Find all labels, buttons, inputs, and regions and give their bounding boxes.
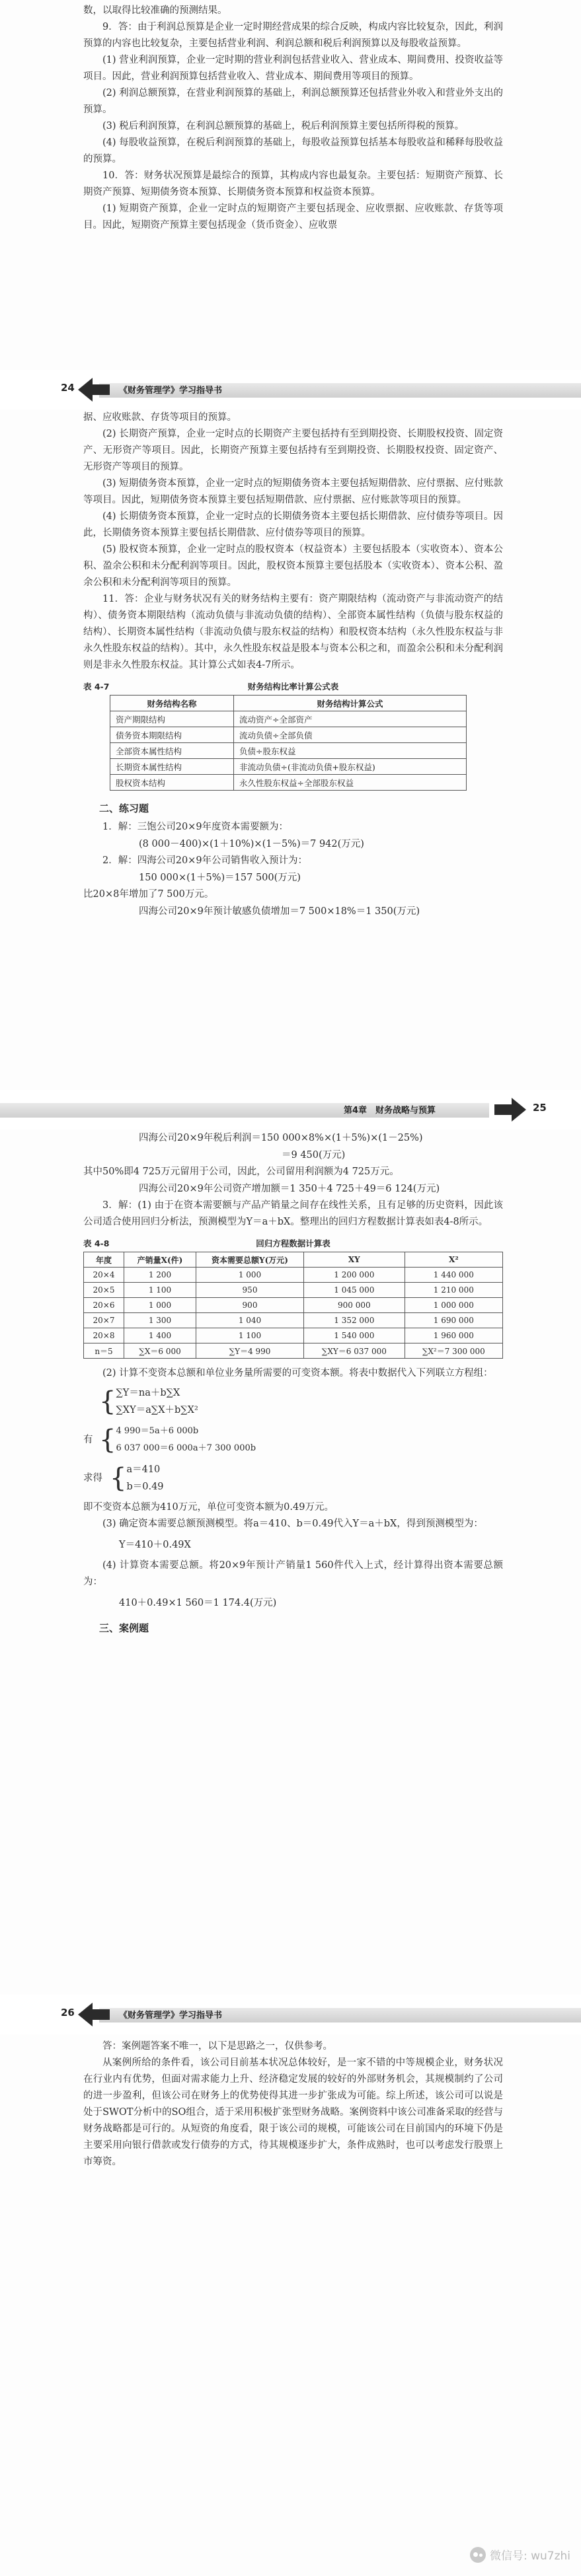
- text-line: 数，以取得比较准确的预测结果。: [83, 5, 227, 16]
- text-paragraph: (2) 利润总额预算，在营业利润预算的基础上，利润总额预算还包括营业外收入和营业外支出的预算。: [83, 88, 503, 115]
- table-row: [110, 775, 467, 791]
- brace-symbol: {: [99, 1425, 116, 1455]
- text-line: 其中50%即4 725万元留用于公司，因此，公司留用利润额为4 725万元。: [83, 1166, 399, 1177]
- book-title: 《财务管理学》学习指导书: [119, 386, 223, 396]
- formula-line: (8 000－400)×(1＋10%)×(1－5%)＝7 942(万元): [139, 839, 364, 849]
- formula-line: 410＋0.49×1 560＝1 174.4(万元): [119, 1598, 277, 1608]
- table-cell: ∑X²＝7 300 000: [405, 1343, 502, 1359]
- table-cell: 1 000: [124, 1298, 196, 1313]
- table-cell: 负债÷股东权益: [234, 743, 467, 759]
- text-paragraph: (4) 每股收益预算，在税后利润预算的基础上，每股收益预算包括基本每股收益和稀释每股收益的预算。: [83, 137, 503, 164]
- table-cell: 1 400: [124, 1328, 196, 1343]
- label-solve: 求得: [83, 1472, 102, 1484]
- column-header: 产销量X(件): [124, 1252, 196, 1268]
- table-cell: 股权资本结构: [110, 775, 234, 791]
- table-cell: 20×7: [84, 1313, 124, 1328]
- text-paragraph: (1) 营业利润预算，企业一定时期的营业利润包括营业收入、营业成本、期间费用、投资收益等项目。因此，营业利润预算包括营业收入、营业成本、期间费用等项目的预算。: [83, 55, 503, 82]
- text-line: 1．解：三饱公司20×9年度资本需要额为：: [102, 822, 289, 832]
- text-paragraph: 11．答：企业与财务状况有关的财务结构主要有：资产期限结构（流动资产与非流动资产的结构）、债务资本期限结构（流动负债与非流动负债的结构）、全部资本属性结构（负债与股东权益的结构）、长期资本属性结构（非流动负债与股东权益的结构）和股权资本结构（永久性股东权益与非永久性股东权益的结构）。其中，永久性股东权益是股本与资本公积之和，而盈余公积和未分配利润则是非永久性股东权益。其计算公式如表4-7所示。: [83, 594, 503, 670]
- equation-lines: [116, 1423, 256, 1457]
- table-row: [84, 1313, 503, 1328]
- page-header-25: [0, 1095, 581, 1124]
- formula-line: 四海公司20×9年公司资产增加额＝1 350＋4 725＋49＝6 124(万元): [139, 1184, 440, 1194]
- equation: b＝0.49: [126, 1482, 164, 1492]
- text-paragraph: 3．解：(1) 由于在资本需要额与产品产销量之间存在线性关系，且有足够的历史资料，因此该公司适合使用回归分析法，预测模型为Y＝a＋bX。整理出的回归方程数据计算表如表4-8所示。: [83, 1200, 503, 1227]
- equation: ∑XY＝a∑X＋b∑X²: [116, 1405, 198, 1415]
- text-paragraph: (4) 计算资本需要总额。将20×9年预计产销量1 560件代入上式，经计算得出资本需要总额为：: [83, 1560, 503, 1587]
- text-paragraph: 10．答：财务状况预算是最综合的预算，其构成内容也最复杂。主要包括：短期资产预算、长期资产预算、短期债务资本预算、长期债务资本预算和权益资本预算。: [83, 170, 503, 197]
- table-row: [84, 1328, 503, 1343]
- formula-line: 四海公司20×9年预计敏感负债增加＝7 500×18%＝1 350(万元): [139, 906, 420, 917]
- financial-structure-table: [110, 695, 467, 791]
- table-cell: 1 045 000: [304, 1283, 405, 1298]
- table-cell: ∑Y＝4 990: [196, 1343, 304, 1359]
- table-caption: [83, 1237, 503, 1252]
- left-arrow-icon: [78, 376, 110, 403]
- column-header: 财务结构名称: [110, 696, 234, 711]
- table-header-row: [110, 696, 467, 711]
- equation: a＝410: [126, 1464, 161, 1475]
- brace-symbol: {: [110, 1463, 127, 1493]
- text-paragraph: (3) 短期债务资本预算，企业一定时点的短期债务资本主要包括短期借款、应付票据、应付账款等项目。因此，短期债务资本预算主要包括短期借款、应付票据、应付账款等项目的预算。: [83, 478, 503, 505]
- text-line: 答：案例题答案不唯一，以下是思路之一，仅供参考。: [102, 2041, 332, 2052]
- table-cell: 20×8: [84, 1328, 124, 1343]
- table-cell: 1 540 000: [304, 1328, 405, 1343]
- page-header-26: [0, 2000, 581, 2029]
- text-line: 即不变资本总额为410万元，单位可变资本额为0.49万元。: [83, 1502, 334, 1513]
- table-row: [84, 1283, 503, 1298]
- table-cell: ∑X＝6 000: [124, 1343, 196, 1359]
- table-cell: 900 000: [304, 1298, 405, 1313]
- text-paragraph: 9．答：由于利润总预算是企业一定时期经营成果的综合反映，构成内容比较复杂，因此，利润预算的内容也比较复杂，主要包括营业利润、利润总额和税后利润预算以及每股收益预算。: [83, 22, 503, 49]
- equation-system-1: [99, 1384, 503, 1419]
- table-cell: 债务资本期限结构: [110, 727, 234, 743]
- table-cell: 1 440 000: [405, 1268, 502, 1283]
- table-row: [110, 759, 467, 775]
- formula-line: ＝9 450(万元): [282, 1150, 346, 1161]
- page-number: 25: [533, 1102, 547, 1114]
- regression-table: [83, 1252, 503, 1359]
- table-cell: 1 300: [124, 1313, 196, 1328]
- table-cell: 1 960 000: [405, 1328, 502, 1343]
- table-total-row: [84, 1343, 503, 1359]
- table-row: [110, 711, 467, 727]
- label-have: 有: [83, 1434, 93, 1445]
- table-cell: 1 000: [196, 1268, 304, 1283]
- equation-lines: [126, 1461, 163, 1495]
- table-cell: 1 040: [196, 1313, 304, 1328]
- text-line: 2．解：四海公司20×9年公司销售收入预计为：: [102, 855, 308, 866]
- table-cell: 非流动负债÷(非流动负债+股东权益): [234, 759, 467, 775]
- page-24-body: [0, 410, 581, 1090]
- column-header: X²: [405, 1252, 502, 1268]
- table-cell: 长期资本属性结构: [110, 759, 234, 775]
- table-row: [84, 1298, 503, 1313]
- chapter-title: 第4章 财务战略与预算: [344, 1106, 436, 1116]
- table-row: [110, 727, 467, 743]
- equation-system-2: [83, 1423, 503, 1457]
- section-heading: 三、案例题: [99, 1622, 149, 1634]
- text-paragraph: (4) 长期债务资本预算，企业一定时点的长期债务资本主要包括长期借款、应付债券等项目。因此，长期债务资本预算主要包括长期借款、应付债券等项目的预算。: [83, 511, 503, 538]
- text-paragraph: 从案例所给的条件看，该公司目前基本状况总体较好，是一家不错的中等规模企业，财务状况在行业内有优势，但面对需求能力上升、经济稳定发展的较好的外部财务机会，其规模制约了公司的进一步盈利，但该公司在财务上的优势使得其进一步扩张成为可能。综上所述，该公司可以说是处于SWOT分析中的SO组合，适于采用积极扩张型财务战略。案例资料中该公司准备采取的经营与财务战略都是可行的。从短资的角度看，限于该公司的规模，可能该公司在目前国内的环境下仍是主要采用向银行借款或发行债券的方式，待其规模逐步扩大，条件成熟时，也可以考虑发行股票上市筹资。: [83, 2057, 503, 2167]
- section-heading: 二、练习题: [99, 803, 149, 814]
- table-cell: 20×5: [84, 1283, 124, 1298]
- table-cell: 950: [196, 1283, 304, 1298]
- page-number: 24: [61, 382, 75, 394]
- table-cell: 1 352 000: [304, 1313, 405, 1328]
- table-cell: 1 200 000: [304, 1268, 405, 1283]
- left-arrow-icon: [78, 2001, 110, 2028]
- table-cell: 永久性股东权益÷全部股东权益: [234, 775, 467, 791]
- formula-line: 四海公司20×9年税后利润＝150 000×8%×(1＋5%)×(1－25%): [139, 1133, 423, 1143]
- table-caption: [83, 680, 503, 695]
- equation: 4 990＝5a＋6 000b: [116, 1426, 199, 1436]
- brace-symbol: {: [99, 1386, 116, 1417]
- table-cell: 流动资产÷全部资产: [234, 711, 467, 727]
- watermark-text: 微信号: wu7zhi: [489, 2550, 570, 2563]
- text-paragraph: (1) 短期资产预算，企业一定时点的短期资产主要包括现金、应收票据、应收账款、存货等项目。因此，短期资产预算主要包括现金（货币资金）、应收票: [83, 203, 503, 231]
- table-title: 回归方程数据计算表: [256, 1238, 330, 1248]
- text-paragraph: (2) 长期资产预算，企业一定时点的长期资产主要包括持有至到期投资、长期股权投资、固定资产、无形资产等项目。因此，长期资产预算主要包括持有至到期投资、长期股权投资、固定资产、无形资产等项目的预算。: [83, 429, 503, 472]
- equation-system-3: [83, 1461, 503, 1495]
- table-number: 表 4-7: [83, 682, 110, 692]
- equation: ∑Y＝na＋b∑X: [116, 1388, 180, 1398]
- column-header: XY: [304, 1252, 405, 1268]
- table-cell: 1 100: [196, 1328, 304, 1343]
- table-cell: 流动负债÷全部负债: [234, 727, 467, 743]
- page-26: [0, 2034, 581, 2576]
- page-number: 26: [61, 2007, 75, 2019]
- table-cell: 20×4: [84, 1268, 124, 1283]
- book-title: 《财务管理学》学习指导书: [119, 2011, 223, 2021]
- table-cell: 1 690 000: [405, 1313, 502, 1328]
- table-cell: 20×6: [84, 1298, 124, 1313]
- equation: 6 037 000＝6 000a＋7 300 000b: [116, 1443, 256, 1453]
- formula-line: Y＝410＋0.49X: [119, 1540, 191, 1550]
- table-header-row: [84, 1252, 503, 1268]
- column-header: 年度: [84, 1252, 124, 1268]
- page-24-top: [0, 0, 581, 370]
- column-header: 财务结构计算公式: [234, 696, 467, 711]
- table-cell: ∑XY＝6 037 000: [304, 1343, 405, 1359]
- table-cell: n＝5: [84, 1343, 124, 1359]
- right-arrow-icon: [494, 1096, 526, 1123]
- table-cell: 1 100: [124, 1283, 196, 1298]
- text-paragraph: (3) 确定资本需要总额预测模型。将a＝410、b＝0.49代入Y＝a＋bX，得到预测模型为：: [102, 1519, 483, 1529]
- table-cell: 1 200: [124, 1268, 196, 1283]
- watermark: [470, 2546, 570, 2563]
- wechat-icon: [470, 2547, 486, 2563]
- text-paragraph: (5) 股权资本预算，企业一定时点的股权资本（权益资本）主要包括股本（实收资本）、资本公积、盈余公积和未分配利润等项目。因此，股权资本预算主要包括股本（实收资本）、资本公积、盈余公积和未分配利润等项目的预算。: [83, 544, 503, 588]
- equation-lines: [116, 1384, 198, 1419]
- table-cell: 全部资本属性结构: [110, 743, 234, 759]
- table-cell: 900: [196, 1298, 304, 1313]
- column-header: 资本需要总额Y(万元): [196, 1252, 304, 1268]
- table-cell: 资产期限结构: [110, 711, 234, 727]
- table-cell: 1 000 000: [405, 1298, 502, 1313]
- table-title: 财务结构比率计算公式表: [247, 682, 339, 692]
- table-row: [84, 1268, 503, 1283]
- page-25: [0, 1129, 581, 1995]
- text-line: 比20×8年增加了7 500万元。: [83, 889, 214, 900]
- table-number: 表 4-8: [83, 1238, 110, 1248]
- text-line: 据、应收账款、存货等项目的预算。: [83, 412, 237, 423]
- table-row: [110, 743, 467, 759]
- text-paragraph: (3) 税后利润预算，在利润总额预算的基础上，税后利润预算主要包括所得税的预算。: [102, 121, 465, 131]
- table-cell: 1 210 000: [405, 1283, 502, 1298]
- formula-line: 150 000×(1＋5%)＝157 500(万元): [139, 873, 301, 883]
- text-paragraph: (2) 计算不变资本总额和单位业务量所需要的可变资本额。将表中数据代入下列联立方程组：: [102, 1368, 493, 1378]
- page-header-24: [0, 375, 581, 404]
